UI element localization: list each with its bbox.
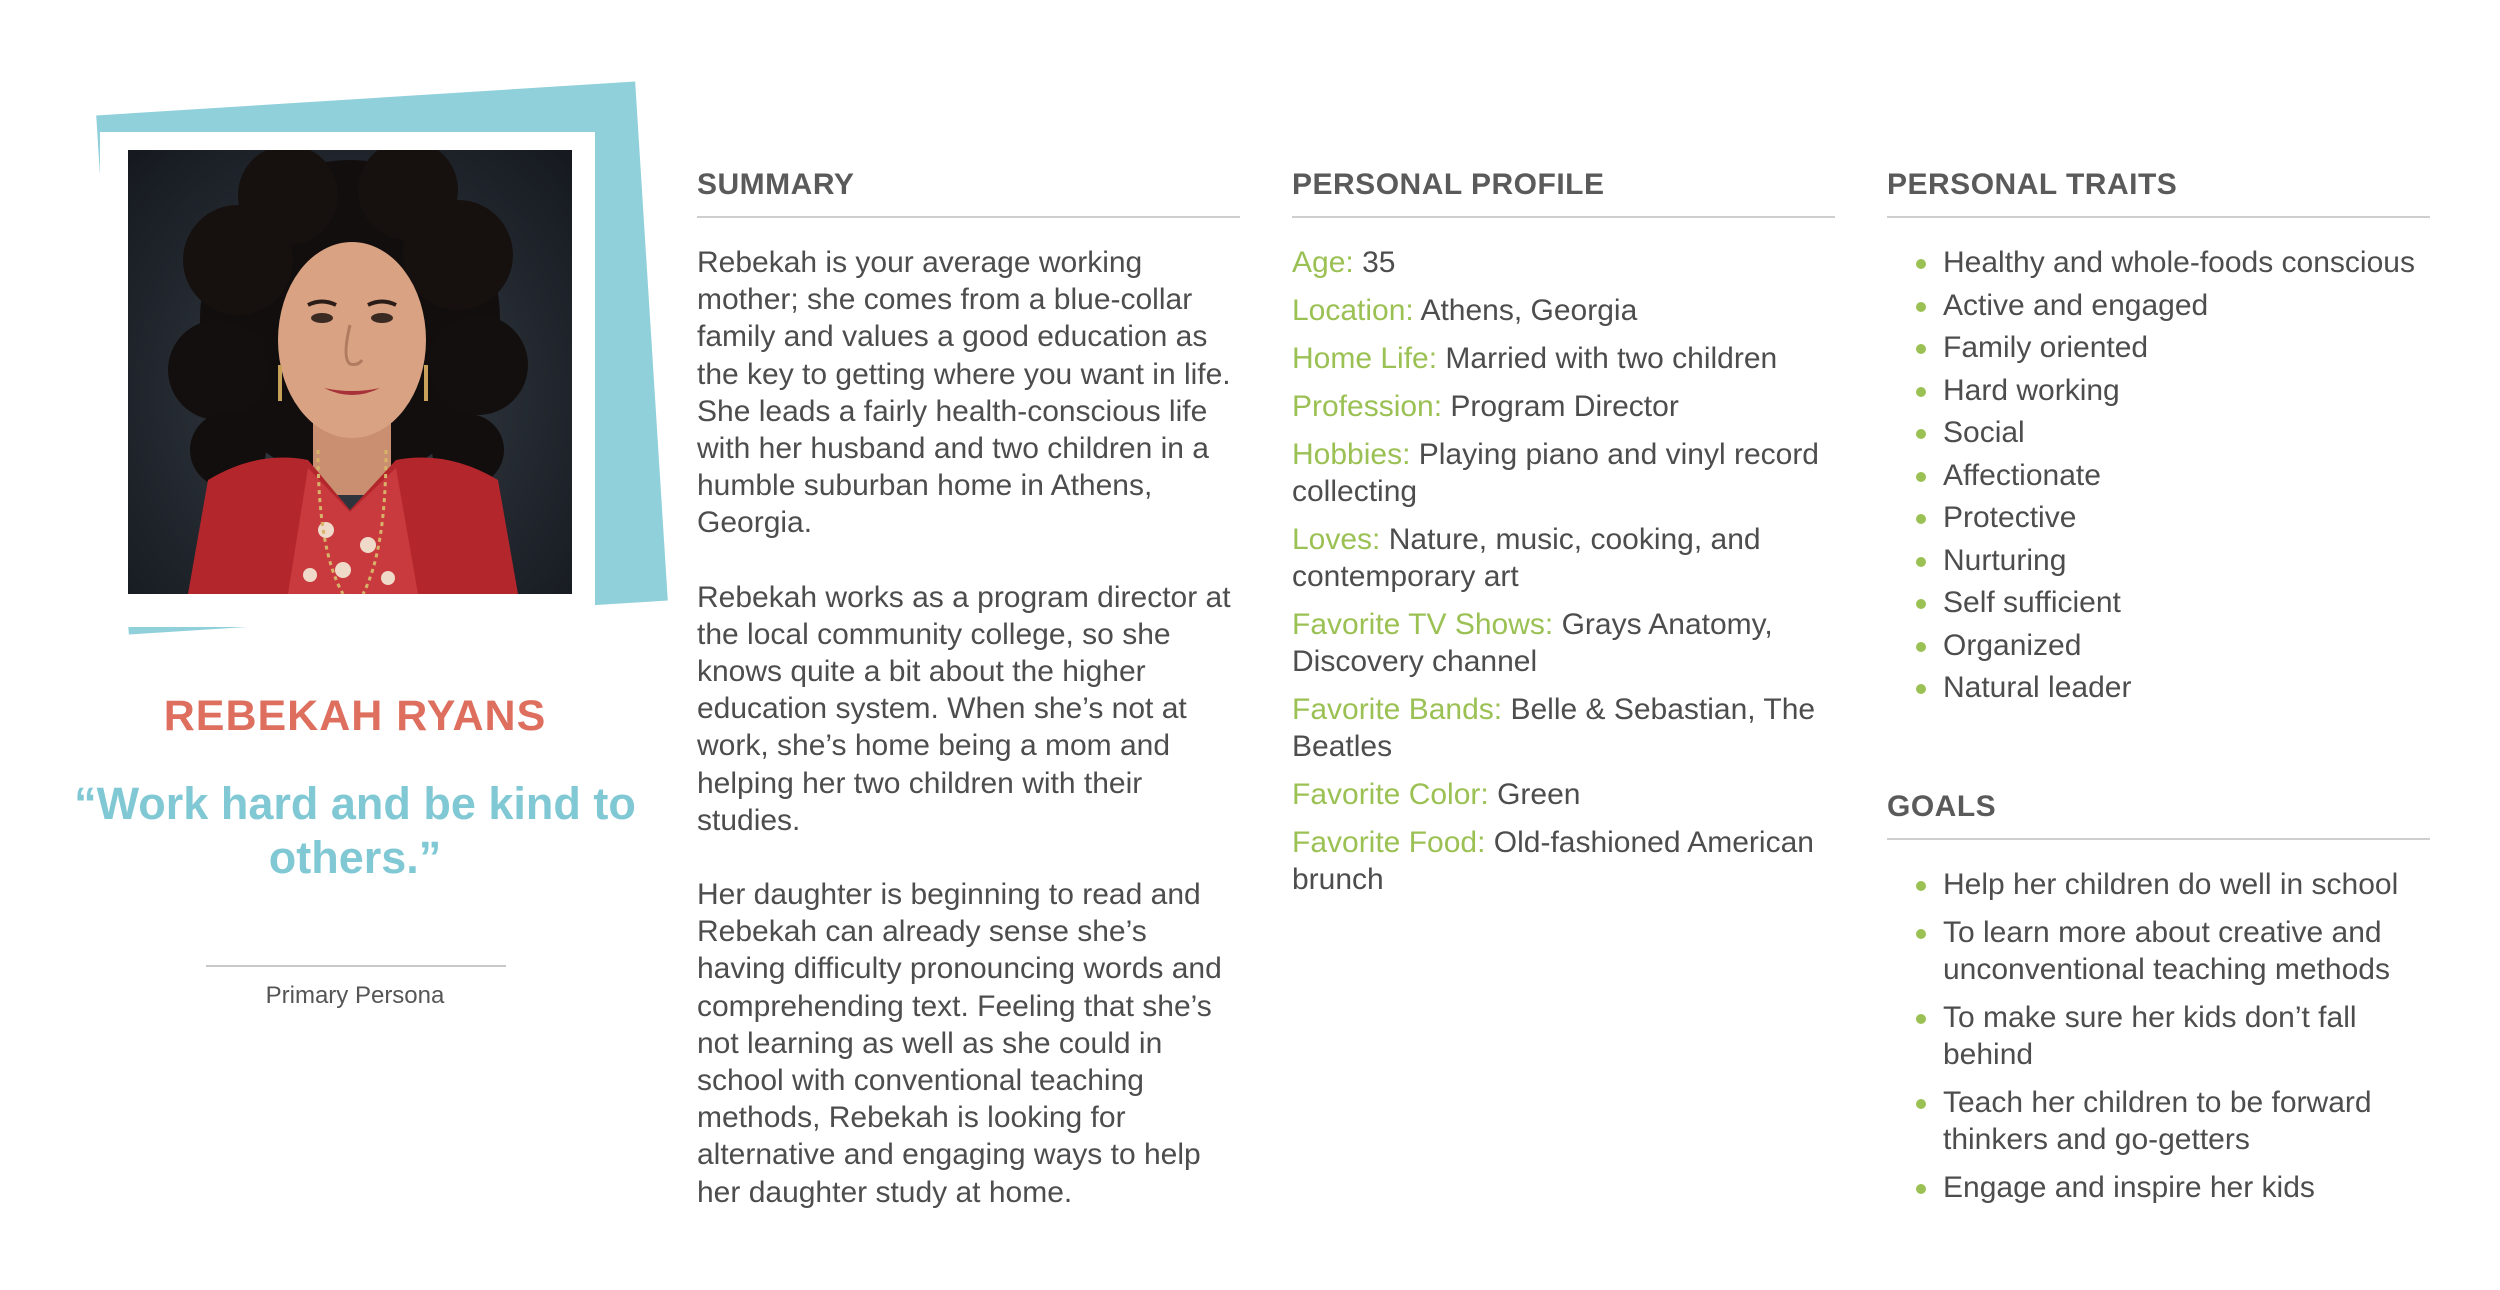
list-item: Teach her children to be forward thinkers and go-getters bbox=[1887, 1084, 2430, 1158]
list-item: Natural leader bbox=[1887, 669, 2430, 706]
list-item: Active and engaged bbox=[1887, 287, 2430, 324]
profile-value: Green bbox=[1497, 778, 1581, 811]
profile-section bbox=[1292, 168, 1835, 909]
profile-label: Favorite Food: bbox=[1292, 826, 1486, 859]
persona-name: REBEKAH RYANS bbox=[163, 692, 547, 740]
persona-photo bbox=[128, 150, 572, 594]
profile-value: Married with two children bbox=[1445, 342, 1778, 375]
bullet-icon bbox=[1916, 1014, 1926, 1024]
bullet-icon bbox=[1916, 472, 1926, 482]
profile-label: Hobbies: bbox=[1292, 438, 1411, 471]
bullet-icon bbox=[1916, 387, 1926, 397]
profile-item-hobbies bbox=[1292, 436, 1835, 510]
list-item: To learn more about creative and unconventional teaching methods bbox=[1887, 914, 2430, 988]
profile-value: Grays Anatomy, Discovery channel bbox=[1292, 608, 1773, 678]
list-item: To make sure her kids don’t fall behind bbox=[1887, 999, 2430, 1073]
bullet-icon bbox=[1916, 302, 1926, 312]
summary-paragraph: Rebekah is your average working mother; she comes from a blue-collar family and values a good education as the key to getting where you want in life. She leads a fairly health-conscious life with her husband and two children in a humble suburban home in Athens, Georgia. bbox=[697, 246, 1231, 540]
list-item: Nurturing bbox=[1887, 542, 2430, 579]
list-item: Organized bbox=[1887, 627, 2430, 664]
list-item: Affectionate bbox=[1887, 457, 2430, 494]
profile-item-profession bbox=[1292, 388, 1835, 425]
profile-label: Profession: bbox=[1292, 390, 1443, 423]
profile-value: Old-fashioned American brunch bbox=[1292, 826, 1814, 896]
summary-paragraph: Rebekah works as a program director at the local community college, so she knows quite a bit about the higher education system. When she’s not at work, she’s home being a mom and helping her two children with their studies. bbox=[697, 580, 1231, 837]
profile-value: Belle & Sebastian, The Beatles bbox=[1292, 693, 1816, 763]
profile-label: Age: bbox=[1292, 246, 1354, 279]
profile-label: Favorite TV Shows: bbox=[1292, 608, 1554, 641]
profile-item-tv-shows bbox=[1292, 606, 1835, 680]
traits-title: PERSONAL TRAITS bbox=[1887, 168, 2430, 218]
profile-value: Nature, music, cooking, and contemporary art bbox=[1292, 523, 1761, 593]
goals-list bbox=[1887, 866, 2430, 1206]
profile-item-location bbox=[1292, 292, 1835, 329]
list-item: Protective bbox=[1887, 499, 2430, 536]
goals-section bbox=[1887, 790, 2430, 1217]
profile-label: Favorite Color: bbox=[1292, 778, 1489, 811]
profile-item-food bbox=[1292, 824, 1835, 898]
list-item: Social bbox=[1887, 414, 2430, 451]
list-item: Self sufficient bbox=[1887, 584, 2430, 621]
summary-title: SUMMARY bbox=[697, 168, 1240, 218]
traits-section bbox=[1887, 168, 2430, 712]
bullet-icon bbox=[1916, 514, 1926, 524]
persona-role: Primary Persona bbox=[265, 982, 445, 1009]
profile-item-loves bbox=[1292, 521, 1835, 595]
profile-label: Favorite Bands: bbox=[1292, 693, 1503, 726]
bullet-icon bbox=[1916, 1184, 1926, 1194]
profile-title: PERSONAL PROFILE bbox=[1292, 168, 1835, 218]
profile-value: Program Director bbox=[1450, 390, 1679, 423]
profile-list bbox=[1292, 244, 1835, 898]
profile-item-age bbox=[1292, 244, 1835, 281]
summary-paragraph: Her daughter is beginning to read and Rebekah can already sense she’s having difficulty pronouncing words and comprehending text. Feeling that she’s not learning as well as she could in school with conventional teaching methods, Rebekah is looking for alternative and engaging ways to help her daughter study at home. bbox=[697, 878, 1222, 1209]
persona-quote: “Work hard and be kind to others.” bbox=[74, 778, 636, 883]
list-item: Hard working bbox=[1887, 372, 2430, 409]
bullet-icon bbox=[1916, 684, 1926, 694]
bullet-icon bbox=[1916, 344, 1926, 354]
profile-value: Playing piano and vinyl record collecting bbox=[1292, 438, 1819, 508]
traits-list bbox=[1887, 244, 2430, 706]
goals-title: GOALS bbox=[1887, 790, 2430, 840]
bullet-icon bbox=[1916, 881, 1926, 891]
divider bbox=[206, 965, 506, 967]
list-item: Healthy and whole-foods conscious bbox=[1887, 244, 2430, 281]
persona-photo-frame bbox=[90, 80, 650, 640]
list-item: Family oriented bbox=[1887, 329, 2430, 366]
bullet-icon bbox=[1916, 259, 1926, 269]
list-item: Engage and inspire her kids bbox=[1887, 1169, 2430, 1206]
profile-label: Location: bbox=[1292, 294, 1414, 327]
bullet-icon bbox=[1916, 599, 1926, 609]
profile-item-color bbox=[1292, 776, 1835, 813]
bullet-icon bbox=[1916, 1099, 1926, 1109]
profile-item-bands bbox=[1292, 691, 1835, 765]
list-item: Help her children do well in school bbox=[1887, 866, 2430, 903]
bullet-icon bbox=[1916, 642, 1926, 652]
bullet-icon bbox=[1916, 557, 1926, 567]
bullet-icon bbox=[1916, 429, 1926, 439]
profile-label: Loves: bbox=[1292, 523, 1381, 556]
profile-value: 35 bbox=[1362, 246, 1396, 279]
profile-item-home-life bbox=[1292, 340, 1835, 377]
profile-value: Athens, Georgia bbox=[1420, 294, 1638, 327]
summary-section bbox=[697, 168, 1240, 1248]
bullet-icon bbox=[1916, 929, 1926, 939]
profile-label: Home Life: bbox=[1292, 342, 1438, 375]
